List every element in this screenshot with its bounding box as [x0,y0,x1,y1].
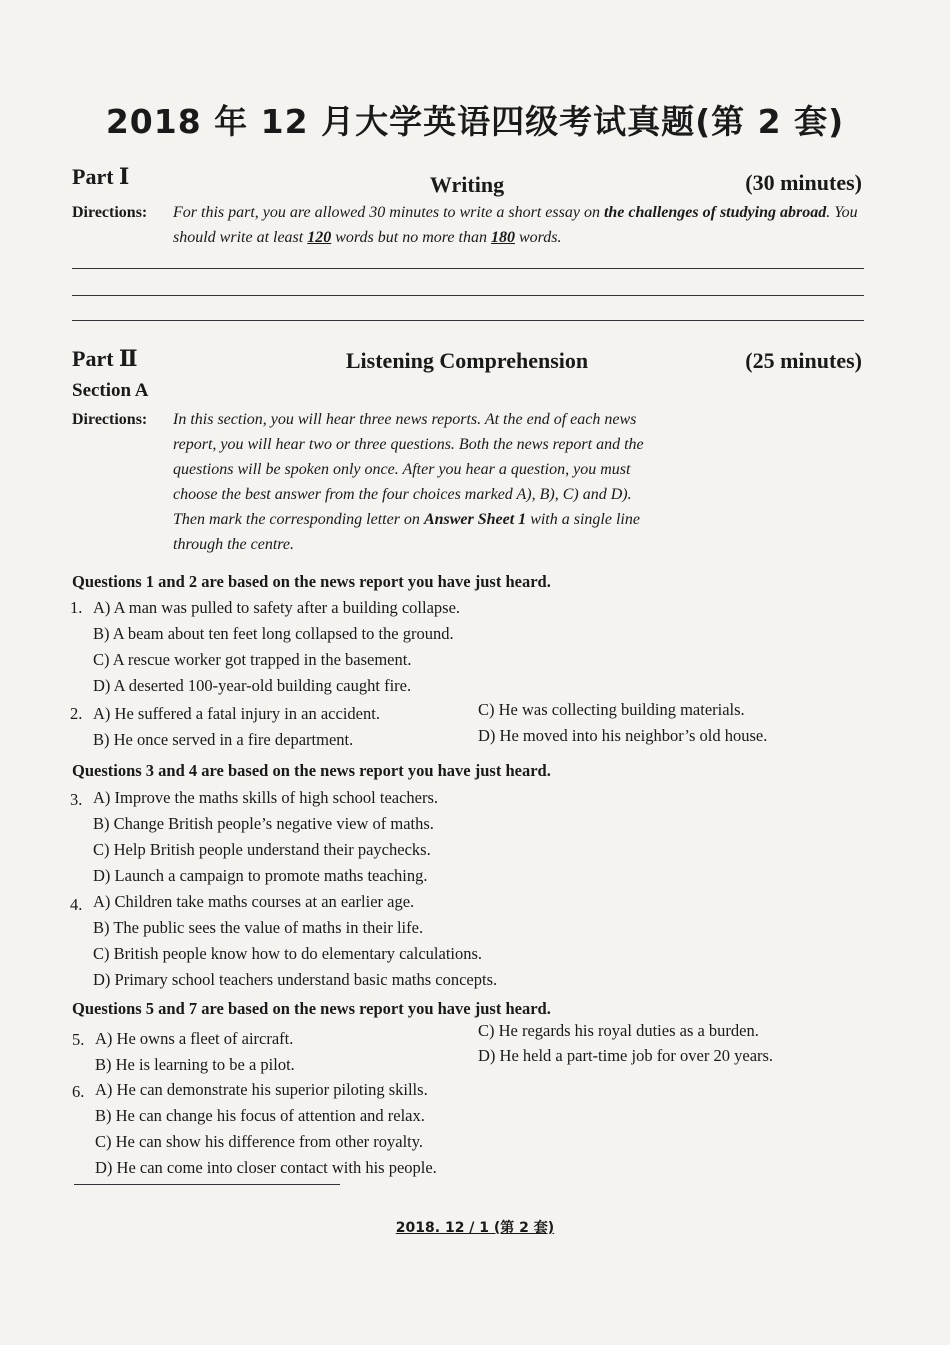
question-number: 1. [70,598,83,617]
writing-line [72,268,864,269]
page-footer [0,1217,950,1237]
part2-name: Listening Comprehension [345,348,589,373]
writing-line [72,320,864,321]
question-number: 5. [72,1030,85,1049]
part1-directions-label: Directions: [72,204,148,221]
q1-option-c: C) A rescue worker got trapped in the basement. [93,650,412,669]
question-number: 3. [70,790,83,809]
question-number: 6. [72,1082,85,1101]
q3-option-a: A) Improve the maths skills of high school teachers. [93,788,439,807]
part2-dir-line: choose the best answer from the four choices marked A), B), C) and D). [173,486,632,503]
part2-time: (25 minutes) [745,348,862,373]
part2-directions-label: Directions: [72,411,148,428]
question-number: 4. [70,895,83,914]
end-rule [74,1184,340,1185]
q4-option-d: D) Primary school teachers understand basic maths concepts. [93,970,498,989]
q2-option-a: A) He suffered a fatal injury in an accident. [93,704,380,723]
q4-option-c: C) British people know how to do elementary calculations. [93,944,483,963]
part1-min-words: 120 [307,229,332,246]
part2-dir-line: through the centre. [173,536,295,553]
q6-option-d: D) He can come into closer contact with his people. [95,1158,437,1177]
part1-dir-end: words. [514,229,562,246]
q3-option-c: C) Help British people understand their paychecks. [93,840,431,859]
q3-option-d: D) Launch a campaign to promote maths teaching. [93,866,428,885]
q6-option-a: A) He can demonstrate his superior piloting skills. [95,1080,428,1099]
q5-option-d: D) He held a part-time job for over 20 years. [478,1046,774,1065]
part1-topic-b: studying abroad [719,204,827,221]
part2-dir-line [173,507,867,532]
question-group-heading: Questions 5 and 7 are based on the news report you have just heard. [72,999,551,1018]
q4-option-a: A) Children take maths courses at an earlier age. [93,892,415,911]
section-a-label: Section A [72,380,149,401]
question-group-heading: Questions 1 and 2 are based on the news report you have just heard. [72,572,551,591]
q1-option-b: B) A beam about ten feet long collapsed to the ground. [93,624,454,643]
q2-option-c: C) He was collecting building materials. [478,700,745,719]
part2-label: Part Ⅱ [72,346,138,371]
writing-line [72,295,864,296]
answer-sheet-ref: Answer Sheet 1 [423,511,527,528]
part2-header [72,346,862,378]
part1-dir-mid2: words but no more than [331,229,491,246]
part2-dir-line: questions will be spoken only once. After you hear a question, you must [173,461,631,478]
question-group-heading: Questions 3 and 4 are based on the news report you have just heard. [72,761,551,780]
q5-option-a: A) He owns a fleet of aircraft. [95,1029,294,1048]
q6-option-c: C) He can show his difference from other royalty. [95,1132,424,1151]
part1-header [72,164,862,196]
part2-directions [72,407,867,557]
part2-dir-line: report, you will hear two or three questions. Both the news report and the [173,436,644,453]
q5-option-b: B) He is learning to be a pilot. [95,1055,295,1074]
question-number: 2. [70,704,83,723]
q6-option-b: B) He can change his focus of attention and relax. [95,1106,425,1125]
page-number: 2018. 12 / 1 (第 2 套) [395,1220,555,1236]
q1-option-d: D) A deserted 100-year-old building caught fire. [93,676,412,695]
part2-dir-text: Then mark the corresponding letter on [173,511,424,528]
q1-option-a: A) A man was pulled to safety after a building collapse. [93,598,461,617]
part1-topic-a: the challenges of [603,204,716,221]
part1-dir-text: For this part, you are allowed 30 minutes to write a short essay on [173,204,604,221]
part1-directions [72,200,867,250]
q5-option-c: C) He regards his royal duties as a burden. [478,1021,759,1040]
part2-dir-text: with a single line [526,511,640,528]
part1-dir-mid: . You should write at least [173,204,858,246]
part1-max-words: 180 [490,229,515,246]
page-title: 2018 年 12 月大学英语四级考试真题(第 2 套) [105,102,845,141]
part1-time: (30 minutes) [745,170,862,195]
q2-option-b: B) He once served in a fire department. [93,730,354,749]
part1-name: Writing [429,172,505,197]
q3-option-b: B) Change British people’s negative view of maths. [93,814,434,833]
part1-label: Part Ⅰ [72,164,130,189]
part2-dir-line: In this section, you will hear three news reports. At the end of each news [173,411,637,428]
q2-option-d: D) He moved into his neighbor’s old house. [478,726,768,745]
q4-option-b: B) The public sees the value of maths in their life. [93,918,424,937]
